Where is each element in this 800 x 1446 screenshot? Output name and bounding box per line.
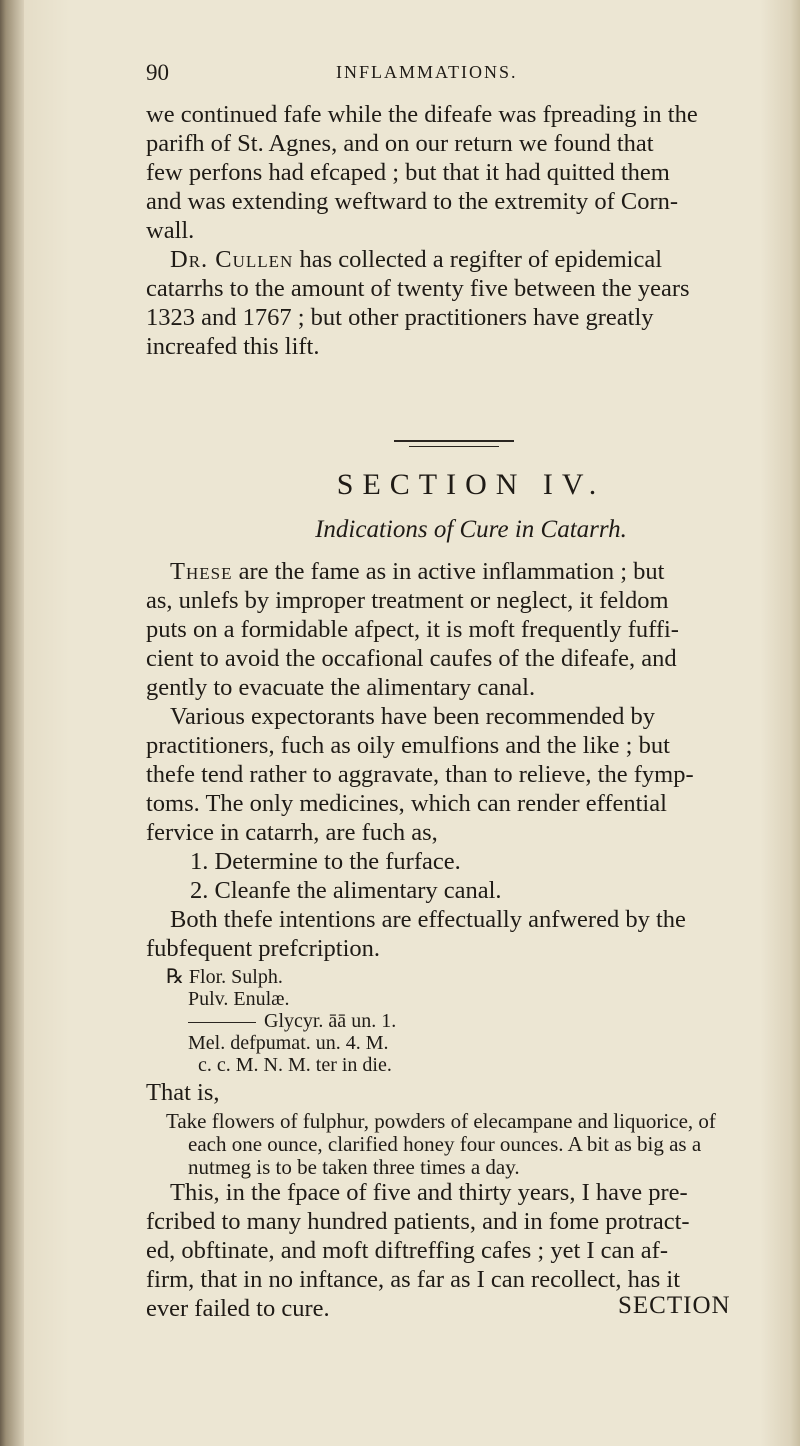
prescription-line: c. c. M. N. M. ter in die. — [198, 1054, 392, 1076]
text-fragment: Glycyr. āā un. 1. — [264, 1010, 397, 1032]
text-fragment: has collected a regifter of epidemical — [293, 246, 663, 273]
page-gutter — [0, 0, 24, 1446]
running-head: INFLAMMATIONS. — [336, 62, 518, 82]
text-line: Take flowers of fulphur, powders of elecampane and liquorice, of — [166, 1109, 716, 1133]
text-line: thefe tend rather to aggravate, than to relieve, the fymp- — [146, 761, 694, 788]
text-line: fcribed to many hundred patients, and in fome protract- — [146, 1208, 690, 1235]
text-line: increafed this lift. — [146, 333, 320, 360]
page-number: 90 — [146, 60, 169, 85]
translation — [166, 1110, 800, 1179]
prescription-line: Pulv. Enulæ. — [188, 988, 290, 1010]
text-line — [146, 557, 796, 586]
lead-word: These — [170, 558, 233, 585]
text-line: firm, that in no inftance, as far as I can recollect, has it — [146, 1266, 681, 1293]
prescription — [166, 966, 786, 1076]
paragraph-3 — [146, 557, 796, 702]
paragraph-1 — [146, 100, 796, 245]
list-item: 1. Determine to the furface. — [190, 848, 461, 875]
text-line: ever failed to cure. — [146, 1295, 330, 1322]
section-title: SECTION IV. — [336, 468, 606, 501]
paragraph-4 — [146, 702, 796, 963]
text-fragment: are the fame as in active inflammation ; but — [232, 558, 665, 585]
page-header — [146, 60, 800, 92]
text-line: Both thefe intentions are effectually anfwered by the — [170, 906, 686, 933]
paragraph-2 — [146, 245, 796, 361]
prescription-line: Mel. defpumat. un. 4. M. — [188, 1032, 389, 1054]
text-line: catarrhs to the amount of twenty five between the years — [146, 275, 690, 302]
text-line: nutmeg is to be taken three times a day. — [188, 1155, 520, 1179]
text-line: fubfequent prefcription. — [146, 935, 381, 962]
text-line: toms. The only medicines, which can render effential — [146, 790, 667, 817]
text-line: puts on a formidable afpect, it is moft frequently fuffi- — [146, 616, 679, 643]
text-line: fervice in catarrh, are fuch as, — [146, 819, 438, 846]
text-line: wall. — [146, 217, 195, 244]
text-line: practitioners, fuch as oily emulfions and the like ; but — [146, 732, 670, 759]
section-divider — [394, 440, 514, 451]
text-line: ed, obftinate, and moft diftreffing cafes ; yet I can af- — [146, 1237, 668, 1264]
text-line: That is, — [146, 1079, 220, 1106]
text-line: and was extending weftward to the extremity of Corn- — [146, 188, 679, 215]
text-line: gently to evacuate the alimentary canal. — [146, 674, 536, 701]
prescription-line: ℞ Flor. Sulph. — [166, 966, 283, 988]
text-line: as, unlefs by improper treatment or neglect, it feldom — [146, 587, 669, 614]
text-line: parifh of St. Agnes, and on our return we found that — [146, 130, 654, 157]
that-is-line — [146, 1078, 796, 1107]
catchword: SECTION — [618, 1292, 731, 1319]
text-line: 1323 and 1767 ; but other practitioners have greatly — [146, 304, 654, 331]
author-name: Dr. Cullen — [170, 246, 294, 273]
text-line: This, in the fpace of five and thirty years, I have pre- — [170, 1179, 688, 1206]
text-line: we continued fafe while the difeafe was fpreading in the — [146, 101, 698, 128]
text-line: each one ounce, clarified honey four ounces. A bit as big as a — [188, 1132, 702, 1156]
prescription-line — [166, 1010, 786, 1032]
list-item: 2. Cleanfe the alimentary canal. — [190, 877, 502, 904]
text-line: cient to avoid the occafional caufes of the difeafe, and — [146, 645, 677, 672]
ditto-dash — [188, 1022, 256, 1023]
text-line: Various expectorants have been recommended by — [170, 703, 656, 730]
text-line — [146, 245, 796, 274]
section-subtitle: Indications of Cure in Catarrh. — [315, 516, 627, 543]
text-line: few perfons had efcaped ; but that it had quitted them — [146, 159, 670, 186]
